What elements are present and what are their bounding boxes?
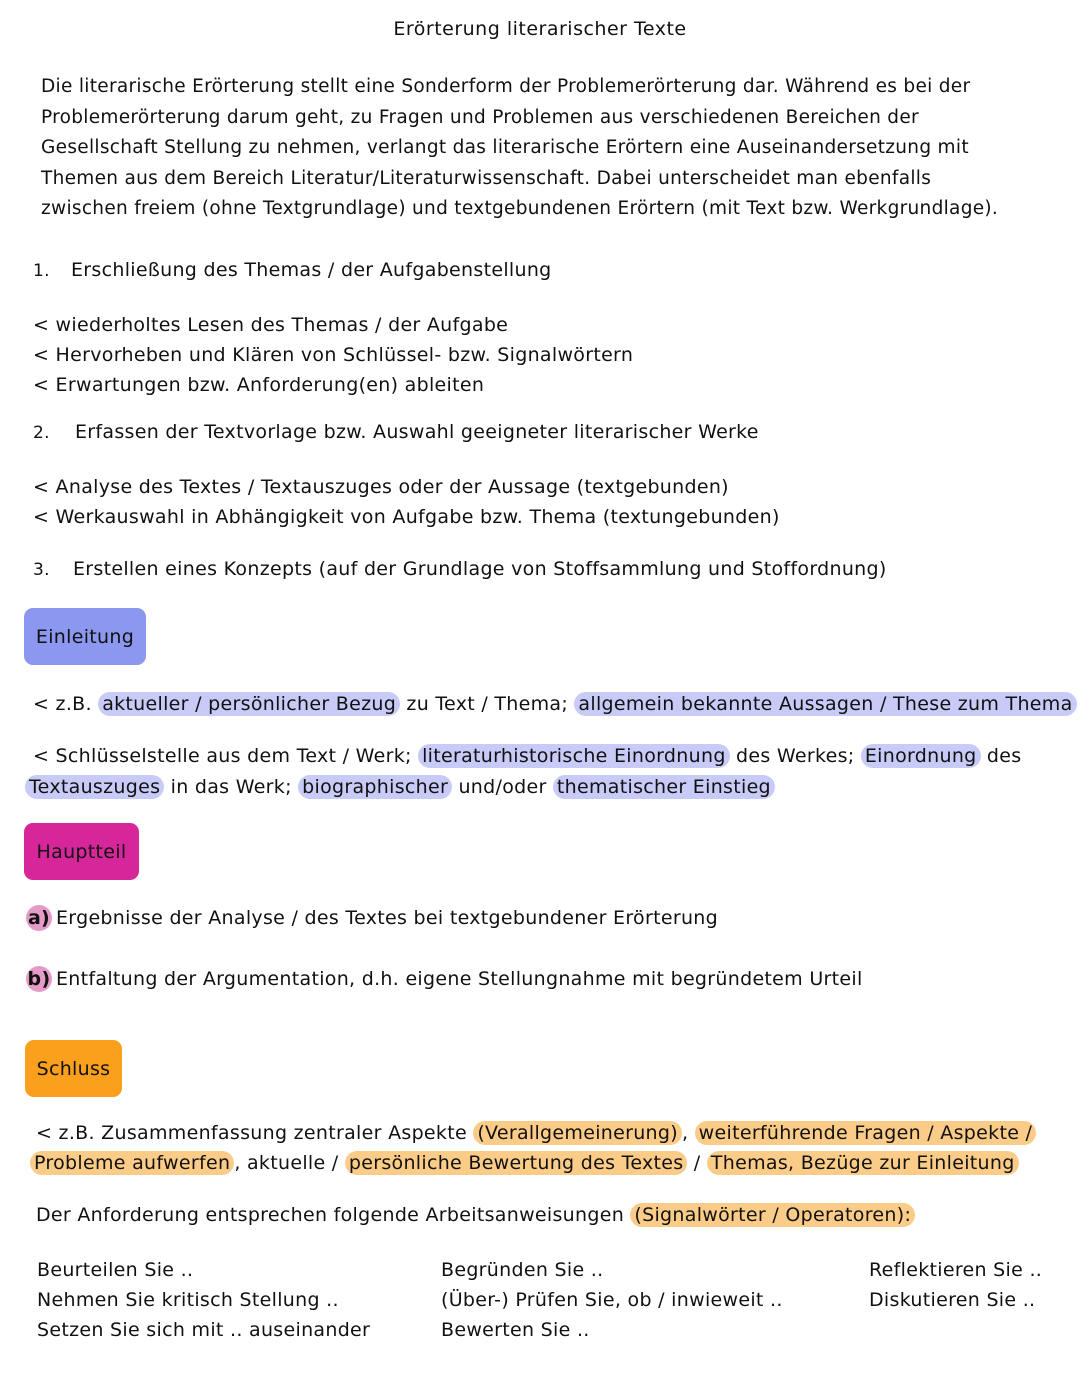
operators-column-1 — [37, 1255, 370, 1345]
list-item: < Erwartungen bzw. Anforderung(en) ableiten — [33, 374, 485, 396]
step-heading-text: Erfassen der Textvorlage bzw. Auswahl geeigneter literarischer Werke — [75, 421, 759, 443]
step-number: 2. — [33, 423, 50, 443]
schluss-line-2: Probleme aufwerfen , aktuelle / persönliche Bewertung des Textes / Themas, Bezüge zur Einleitung — [30, 1152, 1019, 1174]
einleitung-line-2: < Schlüsselstelle aus dem Text / Werk; literaturhistorische Einordnung des Werkes; Einordnung des — [33, 745, 1022, 767]
step-2-heading — [33, 421, 759, 443]
highlight: weiterführende Fragen / Aspekte / — [695, 1121, 1037, 1145]
page-title: Erörterung literarischer Texte — [393, 18, 687, 40]
list-item: < Werkauswahl in Abhängigkeit von Aufgabe bzw. Thema (textungebunden) — [33, 506, 780, 528]
section-badge-schluss: Schluss — [25, 1040, 122, 1097]
step-number: 3. — [33, 560, 50, 580]
operators-column-3 — [869, 1255, 1042, 1315]
highlight: literaturhistorische Einordnung — [418, 744, 730, 768]
operator-item: Nehmen Sie kritisch Stellung .. — [37, 1289, 339, 1311]
hauptteil-item-b: b) Entfaltung der Argumentation, d.h. eigene Stellungnahme mit begründetem Urteil — [27, 968, 863, 990]
step-3-heading — [33, 558, 887, 580]
hauptteil-item-a: a) Ergebnisse der Analyse / des Textes bei textgebundener Erörterung — [27, 907, 718, 929]
operator-item: (Über-) Prüfen Sie, ob / inwieweit .. — [441, 1289, 783, 1311]
highlight: Themas, Bezüge zur Einleitung — [707, 1151, 1019, 1175]
operator-item: Beurteilen Sie .. — [37, 1259, 194, 1281]
operator-item: Bewerten Sie .. — [441, 1319, 590, 1341]
schluss-line-1: < z.B. Zusammenfassung zentraler Aspekte (Verallgemeinerung) , weiterführende Fragen / Aspekte / — [36, 1122, 1036, 1144]
highlight: Einordnung — [861, 744, 981, 768]
operator-item: Diskutieren Sie .. — [869, 1289, 1036, 1311]
intro-line: zwischen freiem (ohne Textgrundlage) und textgebundenen Erörtern (mit Text bzw. Werkgrundlage). — [41, 198, 999, 219]
list-item: < wiederholtes Lesen des Themas / der Aufgabe — [33, 314, 509, 336]
einleitung-line-1: < z.B. aktueller / persönlicher Bezug zu Text / Thema; allgemein bekannte Aussagen / These zum Thema — [33, 693, 1077, 715]
operator-item: Setzen Sie sich mit .. auseinander — [37, 1319, 371, 1341]
marker-b: b) — [27, 968, 51, 990]
highlight: (Signalwörter / Operatoren): — [630, 1203, 915, 1227]
operators-column-2 — [441, 1255, 783, 1345]
intro-paragraph — [41, 72, 1051, 225]
highlight: Textauszuges — [25, 775, 164, 799]
operators-intro: Der Anforderung entsprechen folgende Arbeitsanweisungen (Signalwörter / Operatoren): — [36, 1204, 915, 1226]
intro-line: Problemerörterung darum geht, zu Fragen und Problemen aus verschiedenen Bereichen der — [41, 106, 919, 128]
step-number: 1. — [33, 261, 50, 281]
step-1-heading — [33, 259, 552, 281]
highlight: thematischer Einstieg — [553, 775, 775, 799]
intro-line: Die literarische Erörterung stellt eine Sonderform der Problemerörterung dar. Während es bei der — [41, 76, 971, 97]
list-item: < Analyse des Textes / Textauszuges oder der Aussage (textgebunden) — [33, 476, 729, 498]
highlight: aktueller / persönlicher Bezug — [98, 692, 400, 716]
highlight: biographischer — [298, 775, 452, 799]
operator-item: Begründen Sie .. — [441, 1259, 604, 1281]
step-heading-text: Erstellen eines Konzepts (auf der Grundlage von Stoffsammlung und Stoffordnung) — [73, 558, 887, 580]
highlight: Probleme aufwerfen — [30, 1151, 234, 1175]
highlight: persönliche Bewertung des Textes — [345, 1151, 688, 1175]
intro-line: Themen aus dem Bereich Literatur/Literaturwissenschaft. Dabei unterscheidet man ebenfalls — [41, 167, 932, 189]
step-heading-text: Erschließung des Themas / der Aufgabenstellung — [71, 259, 552, 281]
operator-item: Reflektieren Sie .. — [869, 1259, 1043, 1281]
section-badge-einleitung: Einleitung — [24, 608, 146, 665]
einleitung-line-3: Textauszuges in das Werk; biographischer und/oder thematischer Einstieg — [25, 776, 775, 798]
marker-a: a) — [27, 907, 51, 929]
intro-line: Gesellschaft Stellung zu nehmen, verlangt das literarische Erörtern eine Auseinandersetzung mit — [41, 137, 969, 158]
highlight: (Verallgemeinerung) — [473, 1121, 682, 1145]
highlight: allgemein bekannte Aussagen / These zum Thema — [574, 692, 1076, 716]
section-badge-hauptteil: Hauptteil — [24, 823, 139, 880]
list-item: < Hervorheben und Klären von Schlüssel- bzw. Signalwörtern — [33, 344, 634, 366]
